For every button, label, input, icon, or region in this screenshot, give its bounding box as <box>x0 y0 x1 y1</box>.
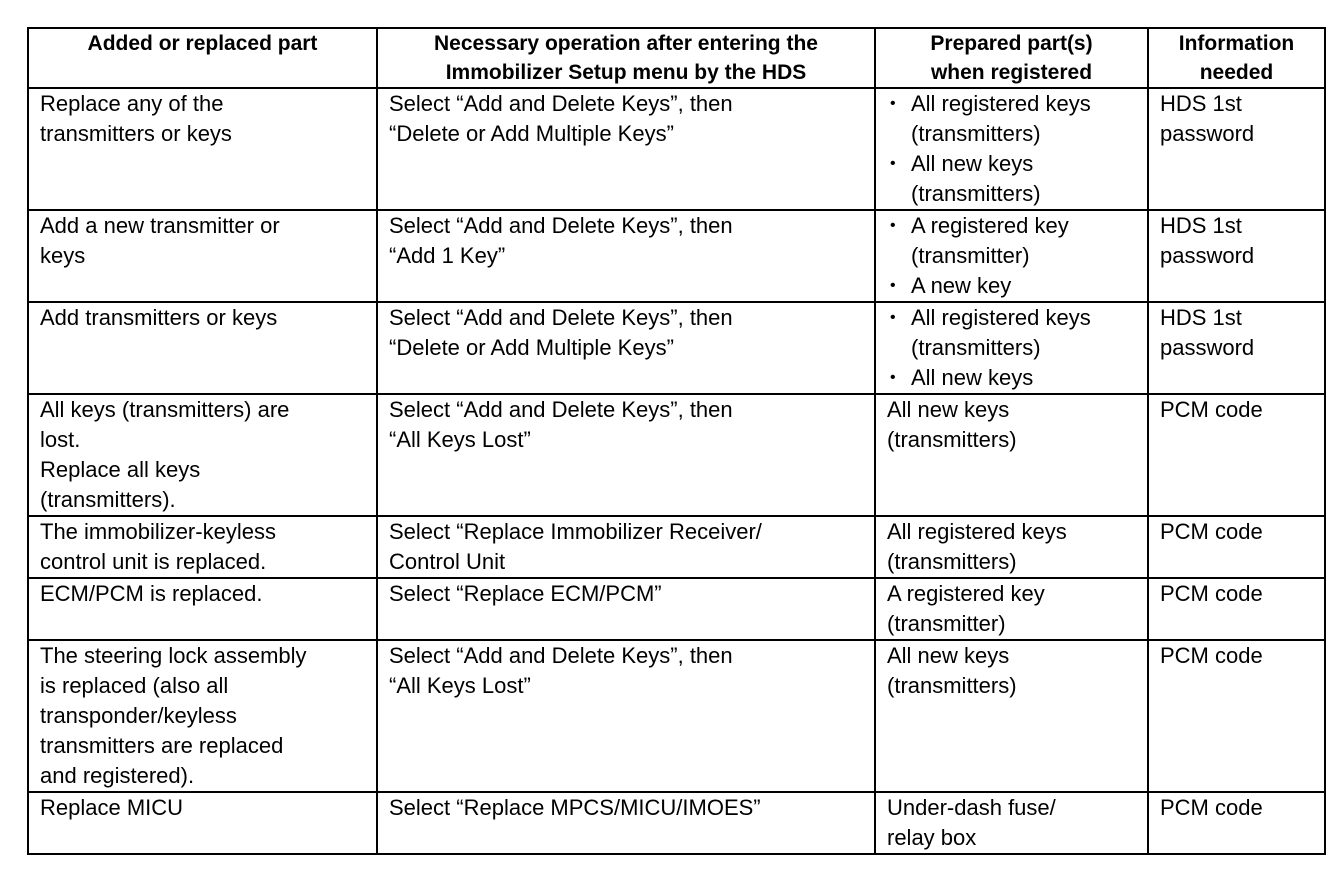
cell-prepared: Under-dash fuse/ relay box <box>875 792 1148 854</box>
cell-part: Add a new transmitter or keys <box>28 210 377 302</box>
cell-operation: Select “Add and Delete Keys”, then “Delete or Add Multiple Keys” <box>377 302 875 394</box>
cell-prepared <box>875 302 1148 394</box>
list-item: • A new key <box>887 271 1141 301</box>
bullet-icon: • <box>890 95 896 112</box>
list-item: • All new keys <box>887 363 1141 393</box>
cell-info: PCM code <box>1148 516 1325 578</box>
table-row <box>28 88 1325 210</box>
cell-part: Add transmitters or keys <box>28 302 377 394</box>
cell-prepared <box>875 88 1148 210</box>
cell-part: ECM/PCM is replaced. <box>28 578 377 640</box>
table-header-row <box>28 28 1325 88</box>
bullet-icon: • <box>890 155 896 172</box>
bullet-icon: • <box>890 309 896 326</box>
cell-operation: Select “Add and Delete Keys”, then “Add 1 Key” <box>377 210 875 302</box>
cell-part: All keys (transmitters) are lost. Replace all keys (transmitters). <box>28 394 377 516</box>
prepared-list <box>887 303 1141 393</box>
table-row <box>28 578 1325 640</box>
cell-prepared <box>875 210 1148 302</box>
cell-operation: Select “Replace Immobilizer Receiver/ Control Unit <box>377 516 875 578</box>
cell-info: PCM code <box>1148 640 1325 792</box>
cell-prepared: All new keys (transmitters) <box>875 394 1148 516</box>
table-row <box>28 516 1325 578</box>
bullet-icon: • <box>890 217 896 234</box>
cell-operation: Select “Replace ECM/PCM” <box>377 578 875 640</box>
cell-operation: Select “Add and Delete Keys”, then “All Keys Lost” <box>377 394 875 516</box>
cell-operation: Select “Replace MPCS/MICU/IMOES” <box>377 792 875 854</box>
bullet-icon: • <box>890 369 896 386</box>
bullet-icon: • <box>890 277 896 294</box>
cell-part: Replace any of the transmitters or keys <box>28 88 377 210</box>
table-row <box>28 210 1325 302</box>
cell-info: HDS 1st password <box>1148 88 1325 210</box>
cell-info: HDS 1st password <box>1148 302 1325 394</box>
cell-info: PCM code <box>1148 578 1325 640</box>
cell-part: The steering lock assembly is replaced (also all transponder/keyless transmitters are replaced and registered). <box>28 640 377 792</box>
header-added-or-replaced-part: Added or replaced part <box>28 28 377 88</box>
prepared-list <box>887 211 1141 301</box>
prepared-list <box>887 89 1141 209</box>
cell-prepared: All new keys (transmitters) <box>875 640 1148 792</box>
cell-info: PCM code <box>1148 792 1325 854</box>
table-row <box>28 792 1325 854</box>
cell-info: HDS 1st password <box>1148 210 1325 302</box>
list-item: • A registered key (transmitter) <box>890 213 1069 268</box>
list-item: • All new keys (transmitters) <box>890 151 1041 206</box>
list-item: • All registered keys (transmitters) <box>890 305 1091 360</box>
list-item: • All registered keys (transmitters) <box>890 91 1091 146</box>
cell-info: PCM code <box>1148 394 1325 516</box>
header-necessary-operation: Necessary operation after entering the Immobilizer Setup menu by the HDS <box>377 28 875 88</box>
header-information-needed: Information needed <box>1148 28 1325 88</box>
immobilizer-registration-table <box>27 27 1326 855</box>
table-row <box>28 394 1325 516</box>
cell-part: The immobilizer-keyless control unit is replaced. <box>28 516 377 578</box>
header-prepared-parts: Prepared part(s) when registered <box>875 28 1148 88</box>
cell-operation: Select “Add and Delete Keys”, then “All Keys Lost” <box>377 640 875 792</box>
cell-part: Replace MICU <box>28 792 377 854</box>
cell-prepared: All registered keys (transmitters) <box>875 516 1148 578</box>
table-row <box>28 640 1325 792</box>
cell-prepared: A registered key (transmitter) <box>875 578 1148 640</box>
table-row <box>28 302 1325 394</box>
cell-operation: Select “Add and Delete Keys”, then “Delete or Add Multiple Keys” <box>377 88 875 210</box>
